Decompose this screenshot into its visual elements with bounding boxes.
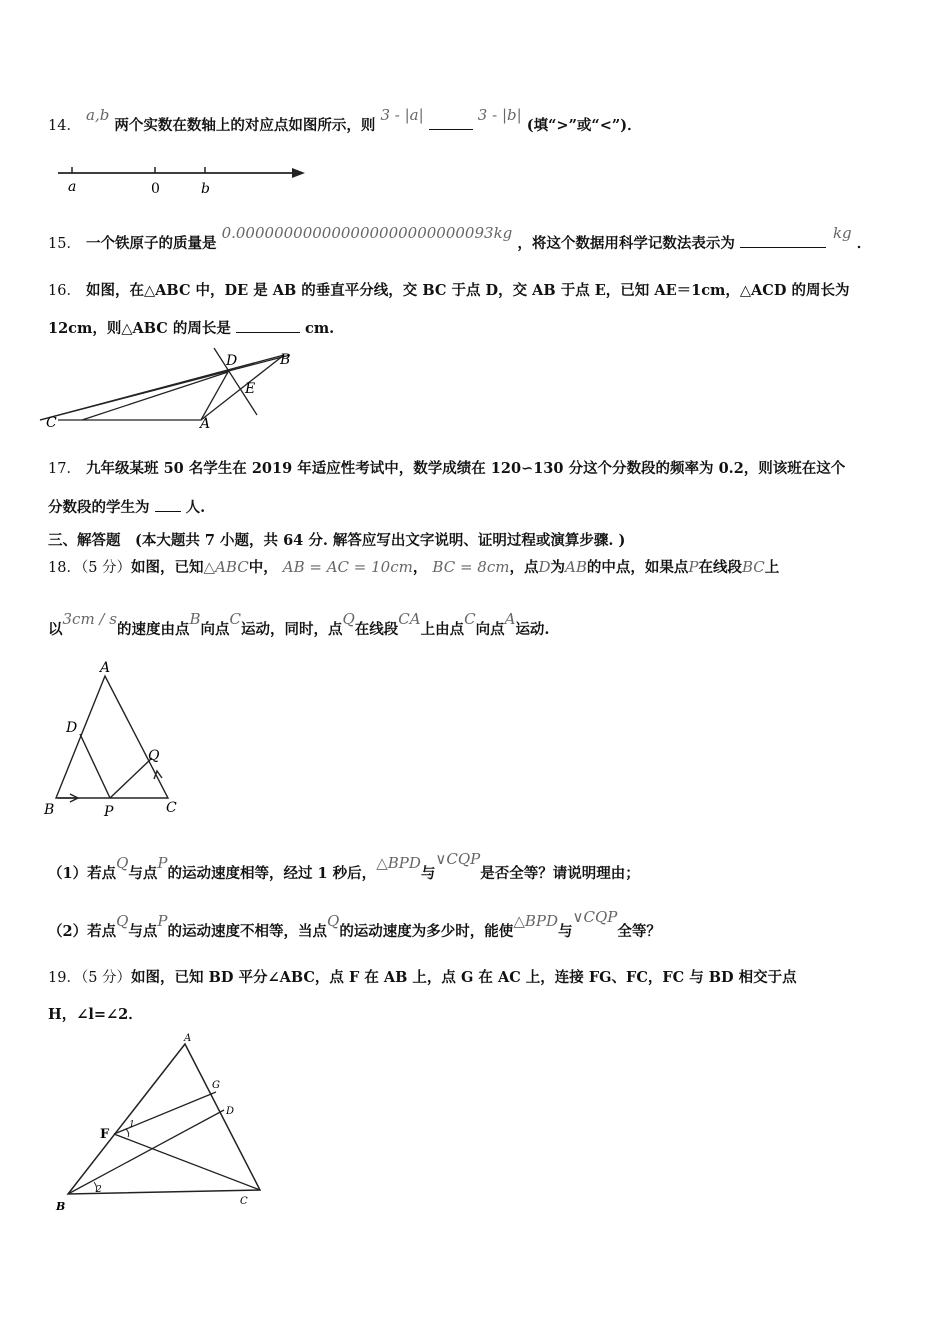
axis-arrow-icon (292, 168, 305, 178)
q18-sub1-p: P (157, 854, 168, 872)
q18-ca: CA (398, 610, 421, 628)
q18-a: A (504, 610, 516, 628)
label-b: b (201, 181, 210, 197)
q15-value: 0.000000000000000000000000093kg (221, 224, 513, 242)
q19-number: 19． (48, 970, 81, 986)
segment-dp (80, 734, 110, 798)
q16-answer-blank (236, 318, 300, 333)
label-d: D (226, 1106, 235, 1117)
q17-text-2: 分数段的学生为 (48, 499, 150, 516)
q18-sub2-q: Q (116, 912, 129, 930)
q14-text-1: 两个实数在数轴上的对应点如图所示，则 (114, 117, 376, 134)
q18-sub-2 (48, 908, 661, 942)
q17-number: 17． (48, 461, 81, 477)
q18-l2g: 向点 (475, 621, 505, 638)
q18-l2f: 上由点 (420, 621, 465, 638)
triangle-abc (56, 676, 168, 798)
label-a: a (68, 179, 77, 195)
q18-l2h: 运动. (515, 621, 550, 638)
q16-text-1: 如图，在△ABC 中，DE 是 AB 的垂直平分线，交 BC 于点 D，交 AB 于点 E，已知 AE＝1cm，△ACD 的周长为 (86, 282, 850, 299)
q18-number: 18． (48, 560, 81, 576)
segment-pq (110, 758, 152, 798)
q16-figure (40, 345, 300, 435)
q18-sub2-f: 全等？ (617, 923, 661, 940)
q17-line-1 (48, 459, 845, 479)
q16-number: 16． (48, 283, 81, 299)
q18-c: C (229, 610, 241, 628)
label-a: A (200, 416, 211, 432)
q14-number-line (55, 160, 315, 200)
q18-sub2-tri-cqp: ∨CQP (572, 908, 618, 926)
q18-sub2-tri-bpd: △BPD (513, 912, 558, 930)
q18-p: P (688, 558, 699, 576)
q19-text-1: 如图，已知 BD 平分∠ABC，点 F 在 AB 上，点 G 在 AC 上，连接 FG、FC，FC 与 BD 相交于点 (131, 969, 797, 986)
label-b: B (56, 1200, 66, 1213)
q18-figure (40, 658, 190, 818)
q15-text-1: 一个铁原子的质量是 (86, 235, 217, 252)
q18-ab: AB (565, 558, 587, 576)
label-c: C (166, 800, 177, 816)
q16-line-2 (48, 318, 334, 339)
q14-expr-2: 3 - |b| (477, 106, 522, 124)
segment-fc (114, 1134, 260, 1190)
q18-eq-1: AB = AC = 10cm (282, 558, 413, 576)
q16-text-3: cm. (305, 320, 335, 337)
label-g: G (212, 1080, 220, 1091)
label-d: D (226, 353, 238, 369)
q14-number: 14． (48, 118, 81, 134)
label-e: E (245, 381, 256, 397)
q15-number: 15． (48, 236, 81, 252)
q18-b: B (189, 610, 201, 628)
q19-line-2: H，∠l=∠2． (48, 1006, 143, 1023)
q18-speed: 3cm / s (62, 610, 117, 628)
q19-score: （5 分） (80, 970, 132, 986)
q18-sub1-tri-cqp: ∨CQP (435, 850, 481, 868)
q15-text (48, 224, 872, 254)
q18-sub1-e: 是否全等？请说明理由； (480, 865, 640, 882)
q18-sub2-d: 的运动速度为多少时，能使 (339, 923, 514, 940)
q18-q: Q (342, 610, 355, 628)
q14-text-2: (填“>”或“<”)． (526, 117, 642, 134)
q18-sub2-b: 与点 (128, 923, 158, 940)
label-c: C (46, 415, 57, 431)
label-angle-2: 2 (96, 1185, 102, 1195)
label-q: Q (148, 748, 160, 764)
label-angle-1: 1 (129, 1120, 135, 1130)
q14-expr-1: 3 - |a| (380, 106, 424, 124)
q17-answer-blank (155, 497, 181, 512)
segment-bd (68, 1110, 224, 1194)
q18-tri: △ABC (203, 558, 249, 576)
triangle-abc (68, 1044, 260, 1194)
q14-text (48, 106, 642, 136)
label-d: D (66, 720, 78, 736)
label-b: B (44, 802, 55, 818)
q18-sub2-e: 与 (558, 923, 573, 940)
q18-sub1-q: Q (116, 854, 129, 872)
q15-end: ． (856, 235, 872, 252)
q18-sub1-c: 的运动速度相等，经过 1 秒后， (167, 865, 377, 882)
q18-c2: C (464, 610, 476, 628)
q18-line-1: 18．（5 分）如图，已知△ABC中， AB = AC = 10cm， BC = 8cm，点D为AB的中点，如果点P在线段BC上 (48, 558, 780, 576)
label-zero: 0 (151, 181, 160, 197)
q18-sub1-tri-bpd: △BPD (376, 854, 421, 872)
q18-sub1-b: 与点 (128, 865, 158, 882)
q18-t4: 为 (550, 559, 566, 576)
q18-sub1-d: 与 (420, 865, 436, 882)
label-a: A (100, 660, 111, 676)
q18-l2d: 运动，同时，点 (240, 621, 343, 638)
q14-ab: a,b (86, 106, 110, 124)
angle-1-arc (126, 1129, 129, 1137)
q18-sub-1 (48, 850, 640, 884)
q18-t1: 如图，已知 (131, 559, 204, 576)
q18-eq-2: BC = 8cm (432, 558, 510, 576)
q18-sub2-q2: Q (327, 912, 340, 930)
q18-line-2 (48, 610, 550, 640)
label-f: F (100, 1127, 110, 1142)
q18-t2: 中， (248, 559, 278, 576)
q18-l2e: 在线段 (354, 621, 399, 638)
q18-d: D (538, 558, 551, 576)
q18-sub1-a: （1）若点 (48, 865, 117, 882)
q18-sub2-c: 的运动速度不相等，当点 (167, 923, 327, 940)
q17-text-1: 九年级某班 50 名学生在 2019 年适应性考试中，数学成绩在 120∽130 分这个分数段的频率为 0.2，则该班在这个 (86, 460, 846, 477)
q17-line-2 (48, 497, 205, 518)
label-a: A (184, 1033, 192, 1044)
section-3-heading: 三、解答题 (本大题共 7 小题，共 64 分. 解答应写出文字说明、证明过程或演算步骤. ) (48, 532, 626, 549)
q18-l2b: 的速度由点 (116, 621, 190, 638)
label-b: B (280, 352, 291, 368)
q18-l2a: 以 (48, 621, 63, 638)
q19-figure (50, 1030, 290, 1220)
q19-line-1 (48, 968, 797, 988)
q18-t3: ，点 (509, 559, 539, 576)
q18-t6: 在线段 (698, 559, 742, 576)
q16-text-2: 12cm，则△ABC 的周长是 (48, 320, 231, 337)
label-p: P (104, 804, 114, 820)
q18-sub2-p: P (157, 912, 168, 930)
q15-unit: kg (832, 224, 852, 242)
triangle-acd (58, 372, 228, 420)
q16-line-1 (48, 281, 849, 301)
q15-text-2: ，将这个数据用科学记数法表示为 (517, 235, 735, 252)
q18-score: （5 分） (80, 560, 132, 576)
q15-answer-blank (740, 233, 826, 248)
q18-t5: 的中点，如果点 (586, 559, 689, 576)
line-ab (201, 355, 284, 420)
q18-bc: BC (741, 558, 765, 576)
q18-l2c: 向点 (200, 621, 230, 638)
q18-t7: 上 (764, 559, 780, 576)
q14-answer-blank (429, 115, 473, 130)
label-c: C (240, 1196, 248, 1207)
q18-sub2-a: （2）若点 (48, 923, 117, 940)
q17-text-3: 人. (185, 499, 206, 516)
